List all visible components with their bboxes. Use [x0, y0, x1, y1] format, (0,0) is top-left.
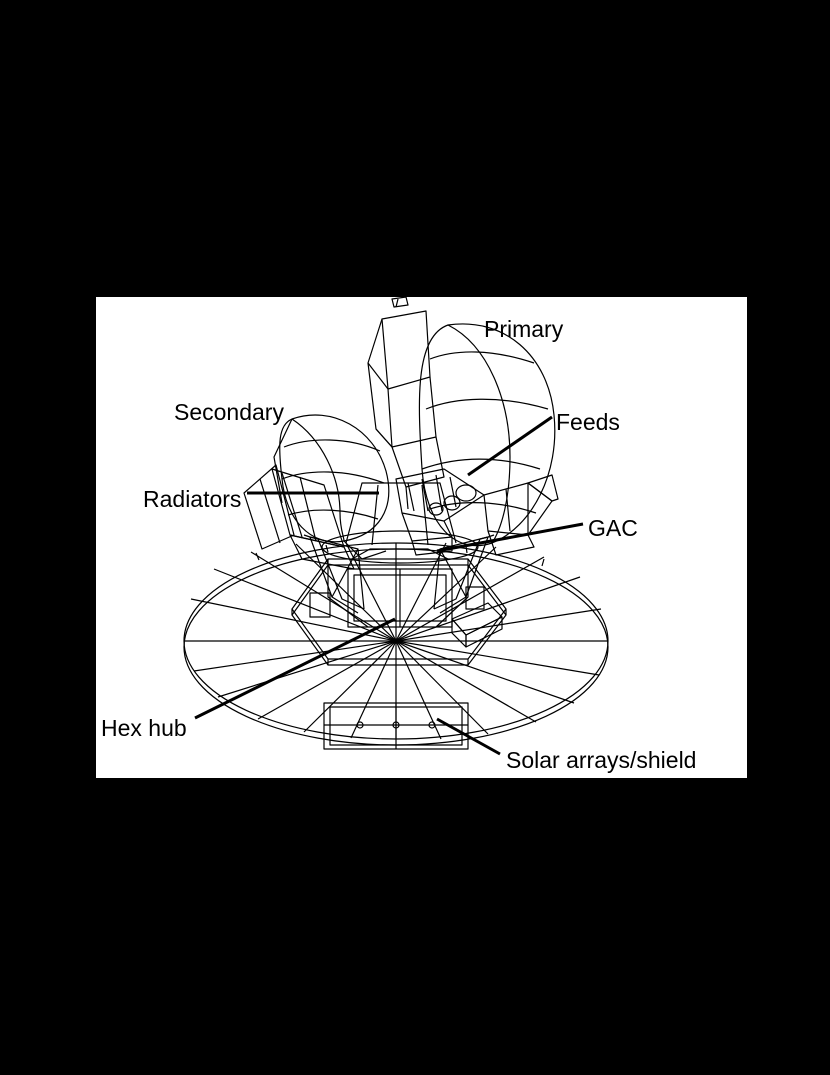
label-solar-arrays: Solar arrays/shield [506, 747, 697, 773]
label-gac: GAC [588, 515, 638, 541]
label-hex-hub: Hex hub [101, 715, 187, 741]
label-radiators: Radiators [143, 486, 242, 512]
label-primary: Primary [484, 316, 564, 342]
label-secondary: Secondary [174, 399, 284, 425]
label-feeds: Feeds [556, 409, 620, 435]
spacecraft-diagram [96, 297, 747, 778]
figure-panel [96, 297, 747, 778]
